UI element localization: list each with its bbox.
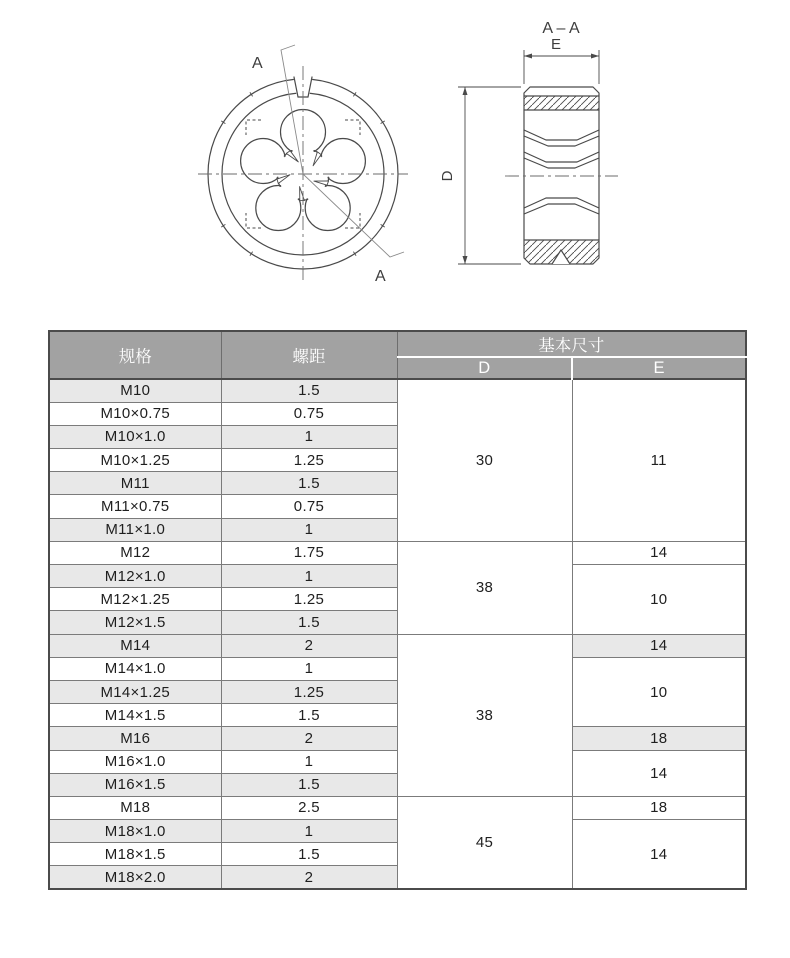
spec-cell: M14 bbox=[49, 634, 221, 657]
technical-drawing bbox=[0, 0, 790, 322]
pitch-cell: 1 bbox=[221, 657, 397, 680]
pitch-cell: 1 bbox=[221, 565, 397, 588]
spec-cell: M16×1.5 bbox=[49, 773, 221, 796]
pitch-cell: 1.5 bbox=[221, 704, 397, 727]
pitch-cell: 1 bbox=[221, 820, 397, 843]
spec-cell: M10×1.25 bbox=[49, 449, 221, 472]
spec-cell: M14×1.25 bbox=[49, 680, 221, 703]
spec-cell: M18×1.5 bbox=[49, 843, 221, 866]
dim-d bbox=[439, 87, 521, 264]
d-cell: 38 bbox=[397, 541, 572, 634]
die-drawing-svg bbox=[0, 0, 790, 322]
pitch-cell: 1.25 bbox=[221, 680, 397, 703]
section-label-top: A bbox=[252, 55, 263, 72]
pitch-cell: 1.75 bbox=[221, 541, 397, 564]
spec-cell: M16 bbox=[49, 727, 221, 750]
spec-cell: M18×1.0 bbox=[49, 820, 221, 843]
e-cell: 14 bbox=[572, 634, 746, 657]
e-cell: 18 bbox=[572, 727, 746, 750]
spec-cell: M10 bbox=[49, 379, 221, 402]
die-front-view bbox=[198, 45, 408, 285]
e-cell: 14 bbox=[572, 820, 746, 890]
spec-cell: M12×1.0 bbox=[49, 565, 221, 588]
dim-d-label: D bbox=[439, 170, 456, 182]
dim-e bbox=[524, 36, 599, 84]
top-hatch-band bbox=[524, 96, 599, 110]
die-body-outline bbox=[524, 87, 599, 264]
section-label-bottom: A bbox=[375, 268, 386, 285]
d-cell: 30 bbox=[397, 379, 572, 541]
spec-cell: M16×1.0 bbox=[49, 750, 221, 773]
spec-cell: M11×1.0 bbox=[49, 518, 221, 541]
e-cell: 14 bbox=[572, 750, 746, 796]
e-cell: 11 bbox=[572, 379, 746, 541]
d-cell: 38 bbox=[397, 634, 572, 796]
spec-table bbox=[48, 330, 747, 890]
spec-cell: M10×1.0 bbox=[49, 425, 221, 448]
spec-table-body bbox=[49, 379, 746, 889]
header-d: D bbox=[397, 357, 572, 379]
spec-cell: M11×0.75 bbox=[49, 495, 221, 518]
bottom-hatch-band bbox=[524, 240, 599, 264]
spec-cell: M14×1.5 bbox=[49, 704, 221, 727]
pitch-cell: 1 bbox=[221, 750, 397, 773]
pitch-cell: 0.75 bbox=[221, 495, 397, 518]
spec-cell: M12 bbox=[49, 541, 221, 564]
dim-e-label: E bbox=[550, 36, 562, 53]
header-pitch: 螺距 bbox=[221, 331, 397, 379]
pitch-cell: 2 bbox=[221, 727, 397, 750]
die-section-view bbox=[439, 20, 618, 264]
table-row bbox=[49, 634, 746, 657]
spec-cell: M10×0.75 bbox=[49, 402, 221, 425]
pitch-cell: 2 bbox=[221, 634, 397, 657]
table-row bbox=[49, 796, 746, 819]
spec-cell: M12×1.25 bbox=[49, 588, 221, 611]
pitch-cell: 1.5 bbox=[221, 472, 397, 495]
pitch-cell: 1.5 bbox=[221, 843, 397, 866]
pitch-cell: 2 bbox=[221, 866, 397, 889]
pitch-cell: 1.5 bbox=[221, 773, 397, 796]
pitch-cell: 1 bbox=[221, 518, 397, 541]
header-spec: 规格 bbox=[49, 331, 221, 379]
spec-cell: M18×2.0 bbox=[49, 866, 221, 889]
e-cell: 10 bbox=[572, 657, 746, 727]
pitch-cell: 1.5 bbox=[221, 379, 397, 402]
d-cell: 45 bbox=[397, 796, 572, 889]
header-e: E bbox=[572, 357, 746, 379]
pitch-cell: 2.5 bbox=[221, 796, 397, 819]
section-view-title: A – A bbox=[542, 20, 580, 37]
spec-table-header bbox=[49, 331, 746, 379]
pitch-cell: 0.75 bbox=[221, 402, 397, 425]
e-cell: 14 bbox=[572, 541, 746, 564]
pitch-cell: 1.5 bbox=[221, 611, 397, 634]
e-cell: 10 bbox=[572, 565, 746, 635]
table-row bbox=[49, 379, 746, 402]
spec-cell: M14×1.0 bbox=[49, 657, 221, 680]
spec-cell: M11 bbox=[49, 472, 221, 495]
pitch-cell: 1 bbox=[221, 425, 397, 448]
spec-cell: M12×1.5 bbox=[49, 611, 221, 634]
header-basic-size: 基本尺寸 bbox=[397, 331, 746, 357]
spec-cell: M18 bbox=[49, 796, 221, 819]
pitch-cell: 1.25 bbox=[221, 449, 397, 472]
e-cell: 18 bbox=[572, 796, 746, 819]
table-row bbox=[49, 541, 746, 564]
pitch-cell: 1.25 bbox=[221, 588, 397, 611]
